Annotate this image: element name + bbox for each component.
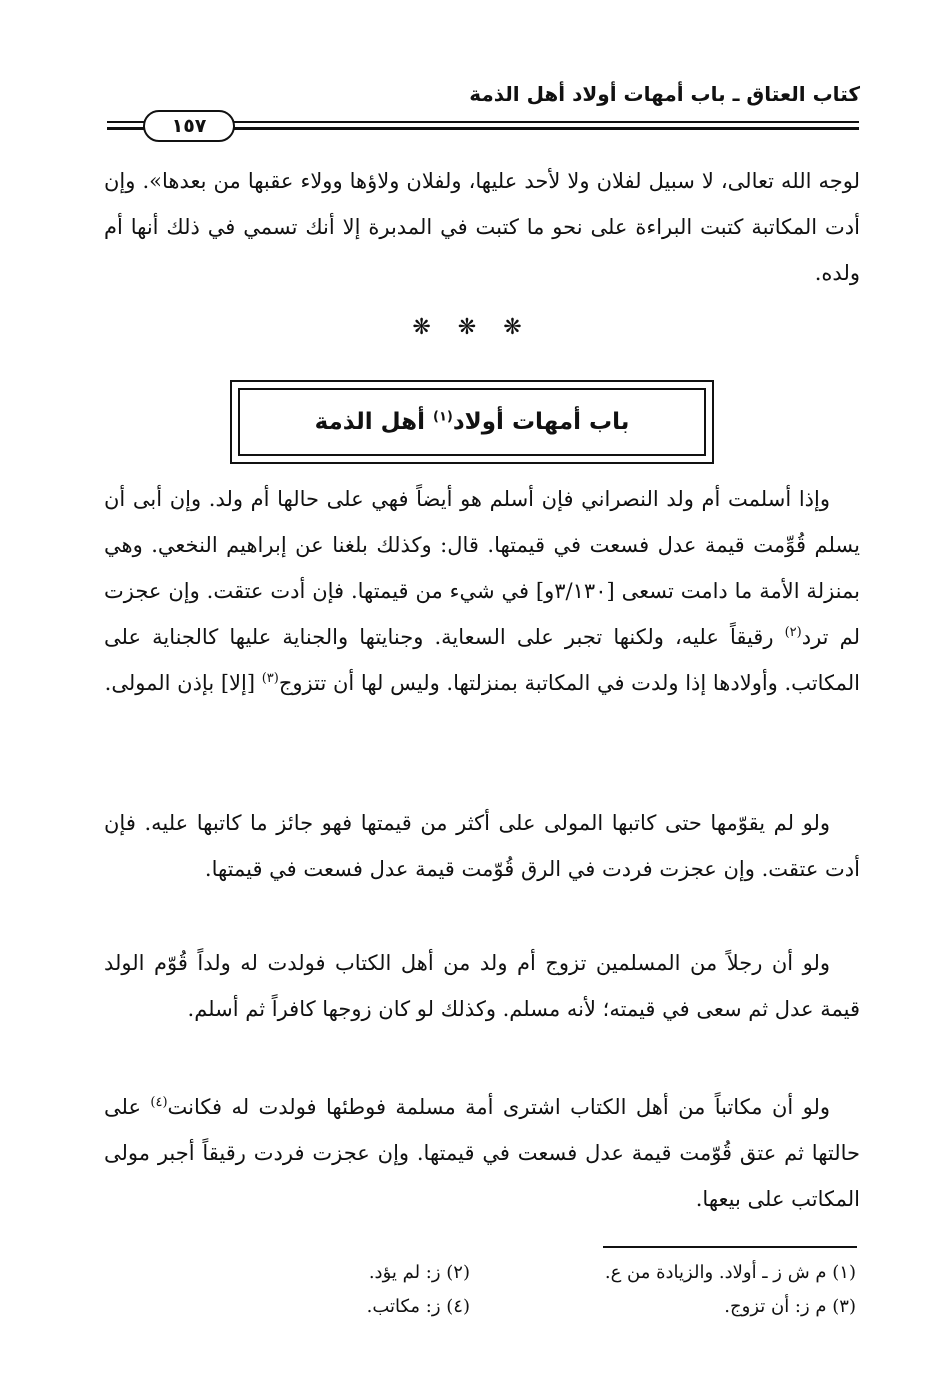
section-separator: ❋ ❋ ❋ <box>412 315 532 340</box>
page-number: ١٥٧ <box>143 110 235 142</box>
footnote-marker-4: (٤) <box>150 1095 168 1110</box>
footnote-1: (١) م ش ز ـ أولاد. والزيادة من ع. <box>604 1262 856 1283</box>
paragraph-4-part-b: على حالتها ثم عتق قُوّمت قيمة عدل فسعت في قيمتها. وإن عجزت فردت رقيقاً أجبر مولى المكاتب على بيعها. <box>104 1095 860 1211</box>
paragraph-3: ولو أن رجلاً من المسلمين تزوج أم ولد من أهل الكتاب فولدت له ولداً قُوّم الولد قيمة عدل ثم سعى في قيمته؛ لأنه مسلم. وكذلك لو كان زوجها كافراً ثم أسلم. <box>104 951 860 1021</box>
footnote-marker-1: (١) <box>432 409 453 425</box>
chapter-title <box>315 409 630 435</box>
chapter-title-after: أهل الذمة <box>314 409 433 435</box>
paragraph-4-part-a: ولو أن مكاتباً من أهل الكتاب اشترى أمة مسلمة فوطئها فولدت له فكانت <box>167 1095 831 1119</box>
chapter-title-frame <box>238 388 706 456</box>
footnote-3: (٣) م ز: أن تزوج. <box>724 1296 856 1317</box>
paragraph-1-part-a: وإذا أسلمت أم ولد النصراني فإن أسلم هو أيضاً فهي على حالها أم ولد. وإن أبى أن يسلم قُوِّمت قيمة عدل فسعت في قيمتها. قال: وكذلك بلغنا عن إبراهيم النخعي. وهي بمنزلة الأمة ما دامت تسعى [٣/١٣٠و] في شيء من قيمتها. فإن أدت عتقت. وإن عجزت لم ترد <box>104 487 860 649</box>
footnote-2: (٢) ز: لم يؤد. <box>368 1262 470 1283</box>
footnote-4: (٤) ز: مكاتب. <box>366 1296 470 1317</box>
paragraph-1-part-c: [إلا] بإذن المولى. <box>104 671 262 695</box>
paragraph-4 <box>104 1084 860 1222</box>
paragraph-1 <box>104 476 860 706</box>
intro-paragraph: لوجه الله تعالى، لا سبيل لفلان ولا لأحد عليها، ولفلان ولاؤها وولاء عقبها من بعدها». وإن أدت المكاتبة كتبت البراءة على نحو ما كتبت في المدبرة إلا أنك تسمي في ذلك أنها أم ولده. <box>104 169 860 285</box>
footnote-separator <box>603 1246 857 1248</box>
chapter-title-box <box>230 380 714 464</box>
paragraph-1-part-b: رقيقاً عليه، ولكنها تجبر على السعاية. وجنايتها والجناية عليها كالجناية على المكاتب. وأولادها إذا ولدت في المكاتبة بمنزلتها. وليس لها أن تتزوج <box>104 625 860 695</box>
running-header-title: كتاب العتاق ـ باب أمهات أولاد أهل الذمة <box>469 82 860 106</box>
footnote-marker-3: (٣) <box>261 671 279 686</box>
paragraph-2: ولو لم يقوّمها حتى كاتبها المولى على أكثر من قيمتها فهو جائز ما كاتبها عليه. فإن أدت عتقت. وإن عجزت فردت في الرق قُوّمت قيمة عدل فسعت في قيمتها. <box>104 811 860 881</box>
footnote-marker-2: (٢) <box>784 625 802 640</box>
chapter-title-before: باب أمهات أولاد <box>452 409 630 435</box>
